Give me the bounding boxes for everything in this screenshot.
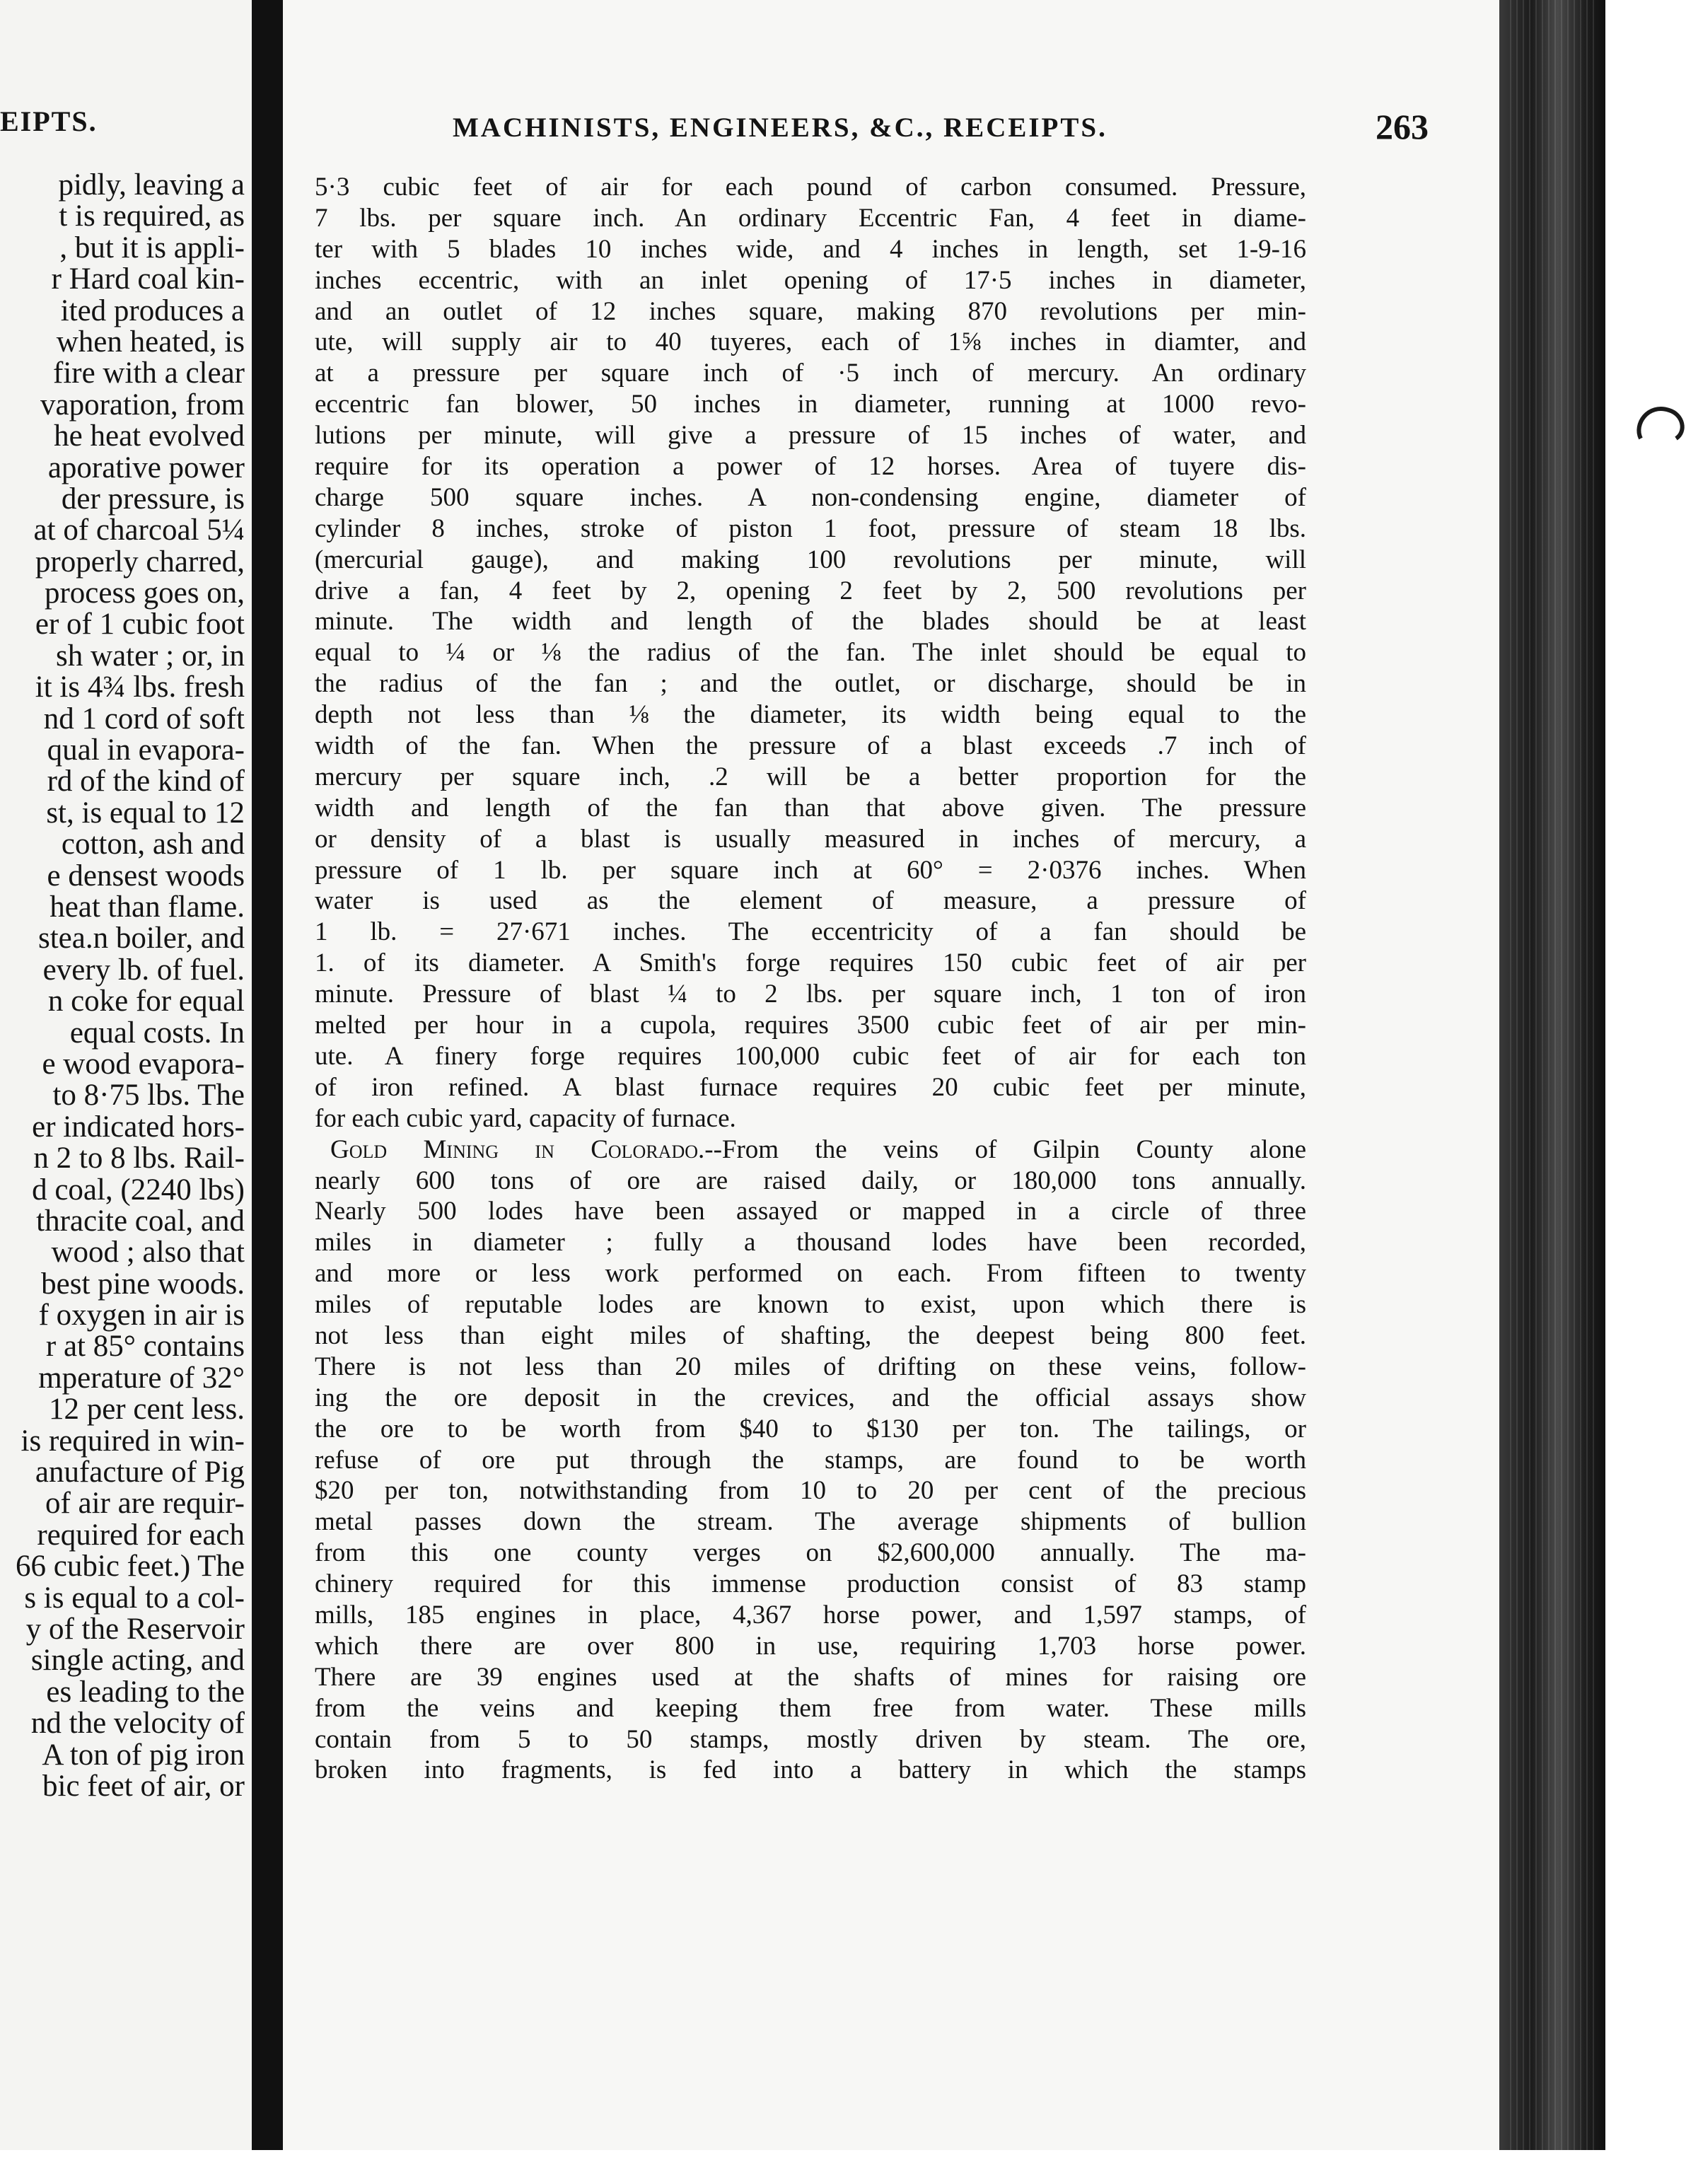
page-number: 263 (1376, 107, 1429, 146)
text-line: of iron refined. A blast furnace requires 20 cubic feet per minute, (315, 1072, 1306, 1102)
left-text-line: sh water ; or, in (56, 639, 245, 673)
page-edge-lines (1510, 0, 1595, 2184)
left-text-line: every lb. of fuel. (42, 953, 245, 987)
left-text-line: at of charcoal 5¼ (33, 513, 245, 547)
text-line: 7 lbs. per square inch. An ordinary Eccentric Fan, 4 feet in diame- (315, 203, 1306, 233)
text-line: 5·3 cubic feet of air for each pound of carbon consumed. Pressure, (315, 173, 1306, 202)
text-line: not less than eight miles of shafting, the deepest being 800 feet. (315, 1320, 1306, 1350)
left-page-fragment (0, 0, 252, 2150)
text-line: minute. Pressure of blast ¼ to 2 lbs. per square inch, 1 ton of iron (315, 980, 1306, 1009)
text-line: $20 per ton, notwithstanding from 10 to 20 per cent of the precious (315, 1476, 1306, 1506)
left-text-line: e densest woods (47, 859, 245, 893)
text-line: minute. The width and length of the blades should be at least (315, 607, 1306, 637)
text-line: or density of a blast is usually measured in inches of mercury, a (315, 824, 1306, 854)
text-line: pressure of 1 lb. per square inch at 60° = 2·0376 inches. When (315, 855, 1306, 885)
body-text (315, 172, 1306, 1786)
text-line: 1. of its diameter. A Smith's forge requires 150 cubic feet of air per (315, 948, 1306, 978)
text-line: inches eccentric, with an inlet opening of 17·5 inches in diameter, (315, 265, 1306, 295)
text-line: miles in diameter ; fully a thousand lodes have been recorded, (315, 1228, 1306, 1257)
left-text-line: vaporation, from (40, 388, 245, 422)
left-text-line: st, is equal to 12 (46, 796, 245, 830)
left-text-line: der pressure, is (61, 482, 245, 516)
left-page-text (0, 170, 245, 1802)
text-line (315, 1134, 1306, 1166)
left-text-line: anufacture of Pig (35, 1456, 245, 1489)
left-text-line: n coke for equal (47, 984, 245, 1018)
text-line: at a pressure per square inch of ·5 inch of mercury. An ordinary (315, 359, 1306, 388)
text-line: There are 39 engines used at the shafts of mines for raising ore (315, 1662, 1306, 1692)
left-text-line: fire with a clear (53, 356, 245, 390)
left-text-line: wood ; also that (51, 1236, 245, 1270)
left-text-line: , but it is appli- (59, 231, 245, 265)
text-line: chinery required for this immense production consist of 83 stamp (315, 1569, 1306, 1599)
left-text-line: best pine woods. (41, 1267, 245, 1301)
left-text-line: e wood evapora- (42, 1047, 245, 1081)
section-heading: Gold Mining in Colorado. (330, 1134, 705, 1164)
running-title: MACHINISTS, ENGINEERS, &C., RECEIPTS. (453, 112, 1107, 143)
text-line: lutions per minute, will give a pressure of 15 inches of water, and (315, 421, 1306, 451)
text-line: width of the fan. When the pressure of a blast exceeds .7 inch of (315, 731, 1306, 761)
text-line: the ore to be worth from $40 to $130 per ton. The tailings, or (315, 1414, 1306, 1444)
text-line: Nearly 500 lodes have been assayed or mapped in a circle of three (315, 1197, 1306, 1226)
ribbon-mark-icon (1620, 382, 1686, 460)
text-line: ute, will supply air to 40 tuyeres, each of 1⅝ inches in diamter, and (315, 327, 1306, 357)
left-text-line: bic feet of air, or (42, 1769, 245, 1803)
text-line: drive a fan, 4 feet by 2, opening 2 feet by 2, 500 revolutions per (315, 576, 1306, 605)
left-text-line: y of the Reservoir (25, 1612, 245, 1646)
text-line: equal to ¼ or ⅛ the radius of the fan. The inlet should be equal to (315, 638, 1306, 668)
text-line: (mercurial gauge), and making 100 revolutions per minute, will (315, 545, 1306, 574)
left-text-line: rd of the kind of (47, 765, 245, 798)
left-text-line: 66 cubic feet.) The (16, 1550, 245, 1584)
text-line: and more or less work performed on each. From fifteen to twenty (315, 1259, 1306, 1289)
text-line: There is not less than 20 miles of drifting on these veins, follow- (315, 1352, 1306, 1381)
left-text-line: r at 85° contains (45, 1330, 245, 1364)
text-line: charge 500 square inches. A non-condensing engine, diameter of (315, 482, 1306, 512)
left-text-line: t is required, as (59, 199, 245, 233)
text-line: eccentric fan blower, 50 inches in diameter, running at 1000 revo- (315, 390, 1306, 419)
left-text-line: required for each (37, 1518, 245, 1552)
left-text-line: d coal, (2240 lbs) (32, 1173, 245, 1207)
text-line: width and length of the fan than that above given. The pressure (315, 793, 1306, 823)
left-text-line: heat than flame. (50, 890, 245, 924)
text-line: cylinder 8 inches, stroke of piston 1 foot, pressure of steam 18 lbs. (315, 513, 1306, 543)
text-line: from the veins and keeping them free from water. These mills (315, 1693, 1306, 1723)
right-page (283, 0, 1499, 2184)
text-line: from this one county verges on $2,600,000 annually. The ma- (315, 1538, 1306, 1568)
text-line: contain from 5 to 50 stamps, mostly driven by steam. The ore, (315, 1724, 1306, 1754)
left-text-line: f oxygen in air is (38, 1299, 245, 1332)
text-line: ing the ore deposit in the crevices, and the official assays show (315, 1383, 1306, 1412)
left-text-line: cotton, ash and (61, 827, 245, 861)
text-line: the radius of the fan ; and the outlet, or discharge, should be in (315, 669, 1306, 699)
left-text-line: single acting, and (30, 1644, 245, 1678)
text-line: refuse of ore put through the stamps, are found to be worth (315, 1445, 1306, 1475)
left-text-line: is required in win- (21, 1424, 245, 1458)
text-line: nearly 600 tons of ore are raised daily, or 180,000 tons annually. (315, 1166, 1306, 1195)
text-line: depth not less than ⅛ the diameter, its width being equal to the (315, 700, 1306, 730)
left-text-line: pidly, leaving a (58, 168, 245, 202)
left-text-line: A ton of pig iron (42, 1738, 245, 1772)
left-text-line: of air are requir- (45, 1487, 245, 1521)
text-line-content: --From the veins of Gilpin County alone (704, 1134, 1306, 1164)
left-text-line: stea.n boiler, and (37, 922, 245, 956)
left-text-line: n 2 to 8 lbs. Rail- (33, 1142, 245, 1175)
text-line: which there are over 800 in use, requiring 1,703 horse power. (315, 1631, 1306, 1661)
left-text-line: er indicated hors- (32, 1110, 245, 1144)
left-text-line: s is equal to a col- (24, 1581, 245, 1615)
left-text-line: ited produces a (60, 294, 245, 327)
left-text-line: es leading to the (46, 1675, 245, 1709)
text-line: water is used as the element of measure, a pressure of (315, 886, 1306, 916)
text-line: for each cubic yard, capacity of furnace. (315, 1103, 736, 1133)
text-line: mills, 185 engines in place, 4,367 horse power, and 1,597 stamps, of (315, 1600, 1306, 1630)
left-text-line: nd 1 cord of soft (43, 702, 245, 736)
left-text-line: qual in evapora- (47, 733, 245, 767)
left-text-line: mperature of 32° (38, 1361, 245, 1395)
left-text-line: process goes on, (44, 576, 245, 610)
text-line: miles of reputable lodes are known to exist, upon which there is (315, 1290, 1306, 1320)
text-line: broken into fragments, is fed into a battery in which the stamps (315, 1755, 1306, 1785)
book-gutter (252, 0, 283, 2184)
left-text-line: er of 1 cubic foot (35, 608, 245, 641)
left-text-line: he heat evolved (54, 419, 245, 453)
running-head (424, 106, 1429, 149)
text-line: ute. A finery forge requires 100,000 cubic feet of air for each ton (315, 1041, 1306, 1071)
left-text-line: when heated, is (56, 325, 245, 359)
left-text-line: aporative power (47, 451, 245, 484)
text-line: 1 lb. = 27·671 inches. The eccentricity of a fan should be (315, 917, 1306, 947)
text-line: ter with 5 blades 10 inches wide, and 4 inches in length, set 1-9-16 (315, 234, 1306, 264)
left-text-line: to 8·75 lbs. The (52, 1079, 245, 1113)
text-line: and an outlet of 12 inches square, making 870 revolutions per min- (315, 296, 1306, 326)
left-text-line: 12 per cent less. (48, 1393, 245, 1427)
left-text-line: equal costs. In (69, 1016, 245, 1050)
left-text-line: it is 4¾ lbs. fresh (35, 670, 245, 704)
text-line: require for its operation a power of 12 horses. Area of tuyere dis- (315, 452, 1306, 482)
left-running-head: EIPTS. (0, 105, 98, 137)
text-line: metal passes down the stream. The average shipments of bullion (315, 1507, 1306, 1537)
text-line: mercury per square inch, .2 will be a better proportion for the (315, 762, 1306, 791)
scan-bottom-margin (0, 2150, 1686, 2184)
left-text-line: nd the velocity of (30, 1707, 245, 1741)
left-text-line: r Hard coal kin- (51, 262, 245, 296)
left-text-line: properly charred, (35, 545, 245, 579)
left-text-line: thracite coal, and (36, 1204, 245, 1238)
text-line: melted per hour in a cupola, requires 3500 cubic feet of air per min- (315, 1011, 1306, 1040)
